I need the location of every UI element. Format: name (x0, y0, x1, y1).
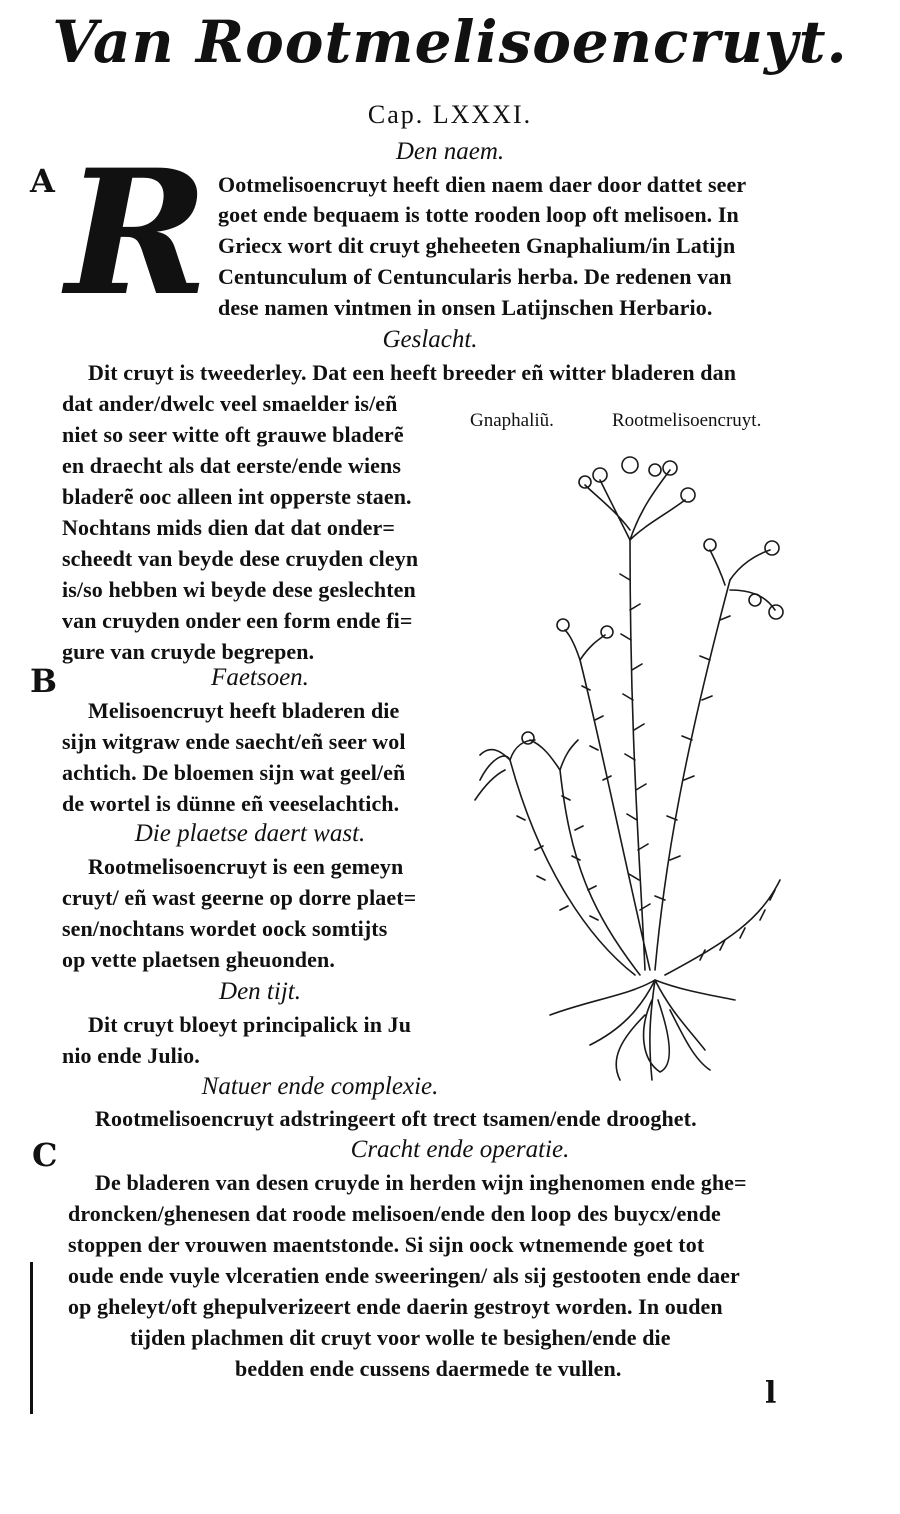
plaetse-line-2: cruyt/ eñ wast geerne op dorre plaet= (62, 885, 417, 910)
faetsoen-line-1: Melisoencruyt heeft bladeren die (88, 698, 400, 723)
margin-letter-b: B (30, 662, 58, 700)
geslacht-line-2: dat ander/dwelc veel smaelder is/eñ (62, 391, 398, 416)
geslacht-line-3: niet so seer witte oft grauwe bladerẽ (62, 422, 404, 447)
heading-naem: Den naem. (395, 138, 505, 165)
geslacht-line-8: is/so hebben wi beyde dese geslechten (62, 577, 416, 602)
cracht-line-5: op gheleyt/oft ghepulverizeert ende daerin gestroyt worden. In ouden (68, 1294, 723, 1319)
figure-caption-latin: Gnaphaliũ. (470, 410, 554, 431)
tijt-line-1: Dit cruyt bloeyt principalick in Ju (88, 1012, 412, 1037)
heading-tijt: Den tijt. (219, 978, 301, 1005)
cracht-line-2: droncken/ghenesen dat roode melisoen/ende den loop des buycx/ende (68, 1201, 721, 1226)
plant-woodcut-illustration (470, 440, 790, 1090)
geslacht-line-1: Dit cruyt is tweederley. Dat een heeft breeder eñ witter bladeren dan (88, 360, 737, 385)
naem-line-2: goet ende bequaem is totte rooden loop oft melisoen. In (218, 202, 739, 227)
margin-letter-c: C (32, 1136, 58, 1174)
faetsoen-line-3: achtich. De bloemen sijn wat geel/eñ (62, 760, 406, 785)
cracht-line-4: oude ende vuyle vlceratien ende sweeringen/ als sij gestooten ende daer (68, 1263, 740, 1288)
geslacht-line-9: van cruyden onder een form ende fi= (62, 608, 413, 633)
cracht-line-7: bedden ende cussens daermede te vullen. (235, 1356, 622, 1381)
page-title: Van Rootmelisoencruyt. (52, 8, 848, 76)
geslacht-line-5: bladerẽ ooc alleen int opperste staen. (62, 484, 412, 509)
natuer-line-1: Rootmelisoencruyt adstringeert oft trect tsamen/ende drooghet. (95, 1106, 697, 1131)
plaetse-line-3: sen/nochtans wordet oock somtijts (62, 916, 388, 941)
figure-caption-dutch: Rootmelisoencruyt. (612, 410, 762, 431)
heading-natuer: Natuer ende complexie. (201, 1073, 439, 1100)
naem-line-5: dese namen vintmen in onsen Latijnschen Herbario. (218, 295, 713, 320)
naem-line-4: Centunculum of Centuncularis herba. De redenen van (218, 264, 732, 289)
page-signature: l (765, 1376, 777, 1411)
geslacht-line-10: gure van cruyde begrepen. (62, 639, 315, 664)
naem-line-1: Ootmelisoencruyt heeft dien naem daer door dattet seer (218, 172, 747, 197)
plaetse-line-4: op vette plaetsen gheuonden. (62, 947, 335, 972)
faetsoen-line-2: sijn witgraw ende saecht/eñ seer wol (62, 729, 406, 754)
cracht-line-3: stoppen der vrouwen maentstonde. Si sijn oock wtnemende goet tot (68, 1232, 705, 1257)
dropcap-letter: R (65, 131, 209, 334)
heading-geslacht: Geslacht. (382, 326, 478, 353)
naem-line-3: Griecx wort dit cruyt gheheeten Gnaphalium/in Latijn (218, 233, 736, 258)
geslacht-line-6: Nochtans mids dien dat dat onder= (62, 515, 396, 540)
cracht-line-6: tijden plachmen dit cruyt voor wolle te besighen/ende die (130, 1325, 671, 1350)
plaetse-line-1: Rootmelisoencruyt is een gemeyn (88, 854, 404, 879)
geslacht-line-7: scheedt van beyde dese cruyden cleyn (62, 546, 419, 571)
heading-plaetse: Die plaetse daert wast. (134, 820, 366, 847)
heading-cracht: Cracht ende operatie. (350, 1136, 570, 1163)
geslacht-line-4: en draecht als dat eerste/ende wiens (62, 453, 402, 478)
margin-rule (30, 1262, 33, 1414)
margin-letter-a: A (30, 162, 55, 200)
chapter-number: Cap. LXXXI. (367, 100, 533, 129)
tijt-line-2: nio ende Julio. (62, 1043, 200, 1068)
faetsoen-line-4: de wortel is dünne eñ veeselachtich. (62, 791, 400, 816)
cracht-line-1: De bladeren van desen cruyde in herden wijn inghenomen ende ghe= (95, 1170, 747, 1195)
heading-faetsoen: Faetsoen. (211, 664, 309, 691)
